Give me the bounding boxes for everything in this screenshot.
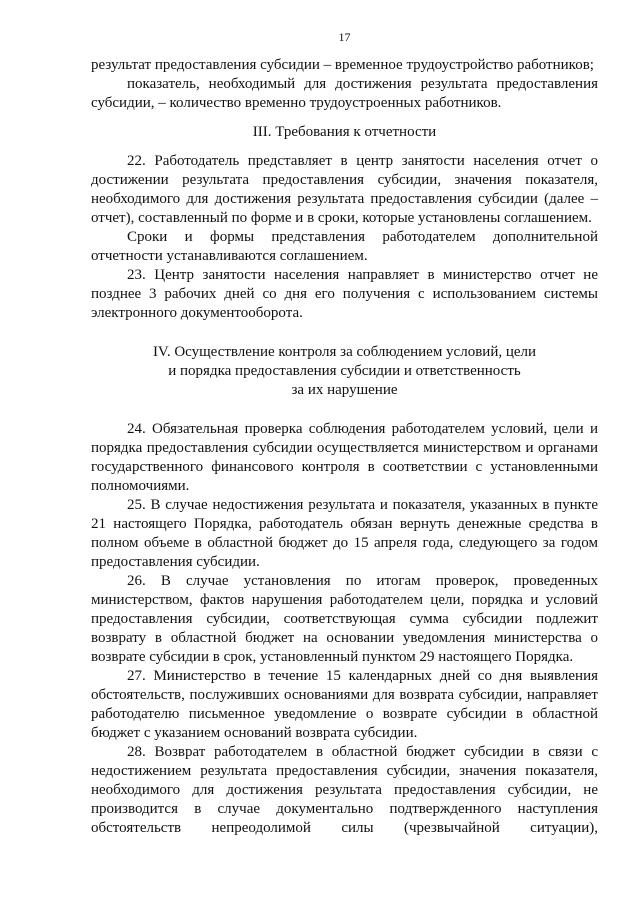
paragraph-27: 27. Министерство в течение 15 календарных дней со дня выявления обстоятельств, послуживших основаниями для возврата субсидии, направляет работодателю письменное уведомление о возврате субсидии в областной бюджет с указанием оснований возврата субсидии. xyxy=(91,668,598,741)
paragraph-24: 24. Обязательная проверка соблюдения работодателем условий, цели и порядка предоставления субсидии осуществляется министерством и органами государственного финансового контроля в соответствии с установленными полномочиями. xyxy=(91,421,598,494)
section-4-heading-line-2: и порядка предоставления субсидии и ответственность xyxy=(168,363,521,379)
paragraph-23: 23. Центр занятости населения направляет в министерство отчет не позднее 3 рабочих дней со дня его получения с использованием системы электронного документооборота. xyxy=(91,267,598,321)
page-number: 17 xyxy=(338,30,351,44)
paragraph-25: 25. В случае недостижения результата и показателя, указанных в пункте 21 настоящего Порядка, работодатель обязан вернуть денежные средства в полном объеме в областной бюджет до 15 апреля года, следующего за годом предоставления субсидии. xyxy=(91,497,598,570)
paragraph-26: 26. В случае установления по итогам проверок, проведенных министерством, фактов нарушения работодателем цели, порядка и условий предоставления субсидии, соответствующая сумма субсидии подлежит возврату в областной бюджет на основании уведомления министерства о возврате субсидии в срок, установленный пунктом 29 настоящего Порядка. xyxy=(91,573,598,665)
section-4-heading-line-3: за их нарушение xyxy=(291,382,398,398)
paragraph-28: 28. Возврат работодателем в областной бюджет субсидии в связи с недостижением результата предоставления субсидии, значения показателя, необходимого для достижения результата предоставления субсидии, не производится в случае документально подтвержденного наступления обстоятельств непреодолимой силы (чрезвычайной ситуации), xyxy=(91,744,598,836)
section-3-heading: III. Требования к отчетности xyxy=(252,124,437,140)
paragraph-reporting-terms: Сроки и формы представления работодателем дополнительной отчетности устанавливаются соглашением. xyxy=(91,229,598,264)
section-4-heading-line-1: IV. Осуществление контроля за соблюдением условий, цели xyxy=(152,344,537,360)
document-body xyxy=(91,56,598,838)
paragraph-22: 22. Работодатель представляет в центр занятости населения отчет о достижении результата предоставления субсидии, значения показателя, необходимого для достижения результата предоставления субсидии (далее – отчет), составленный по форме и в сроки, которые установлены соглашением. xyxy=(91,153,598,226)
paragraph-indicator: показатель, необходимый для достижения результата предоставления субсидии, – количество временно трудоустроенных работников. xyxy=(91,76,598,111)
paragraph-result: результат предоставления субсидии – временное трудоустройство работников; xyxy=(91,57,594,73)
